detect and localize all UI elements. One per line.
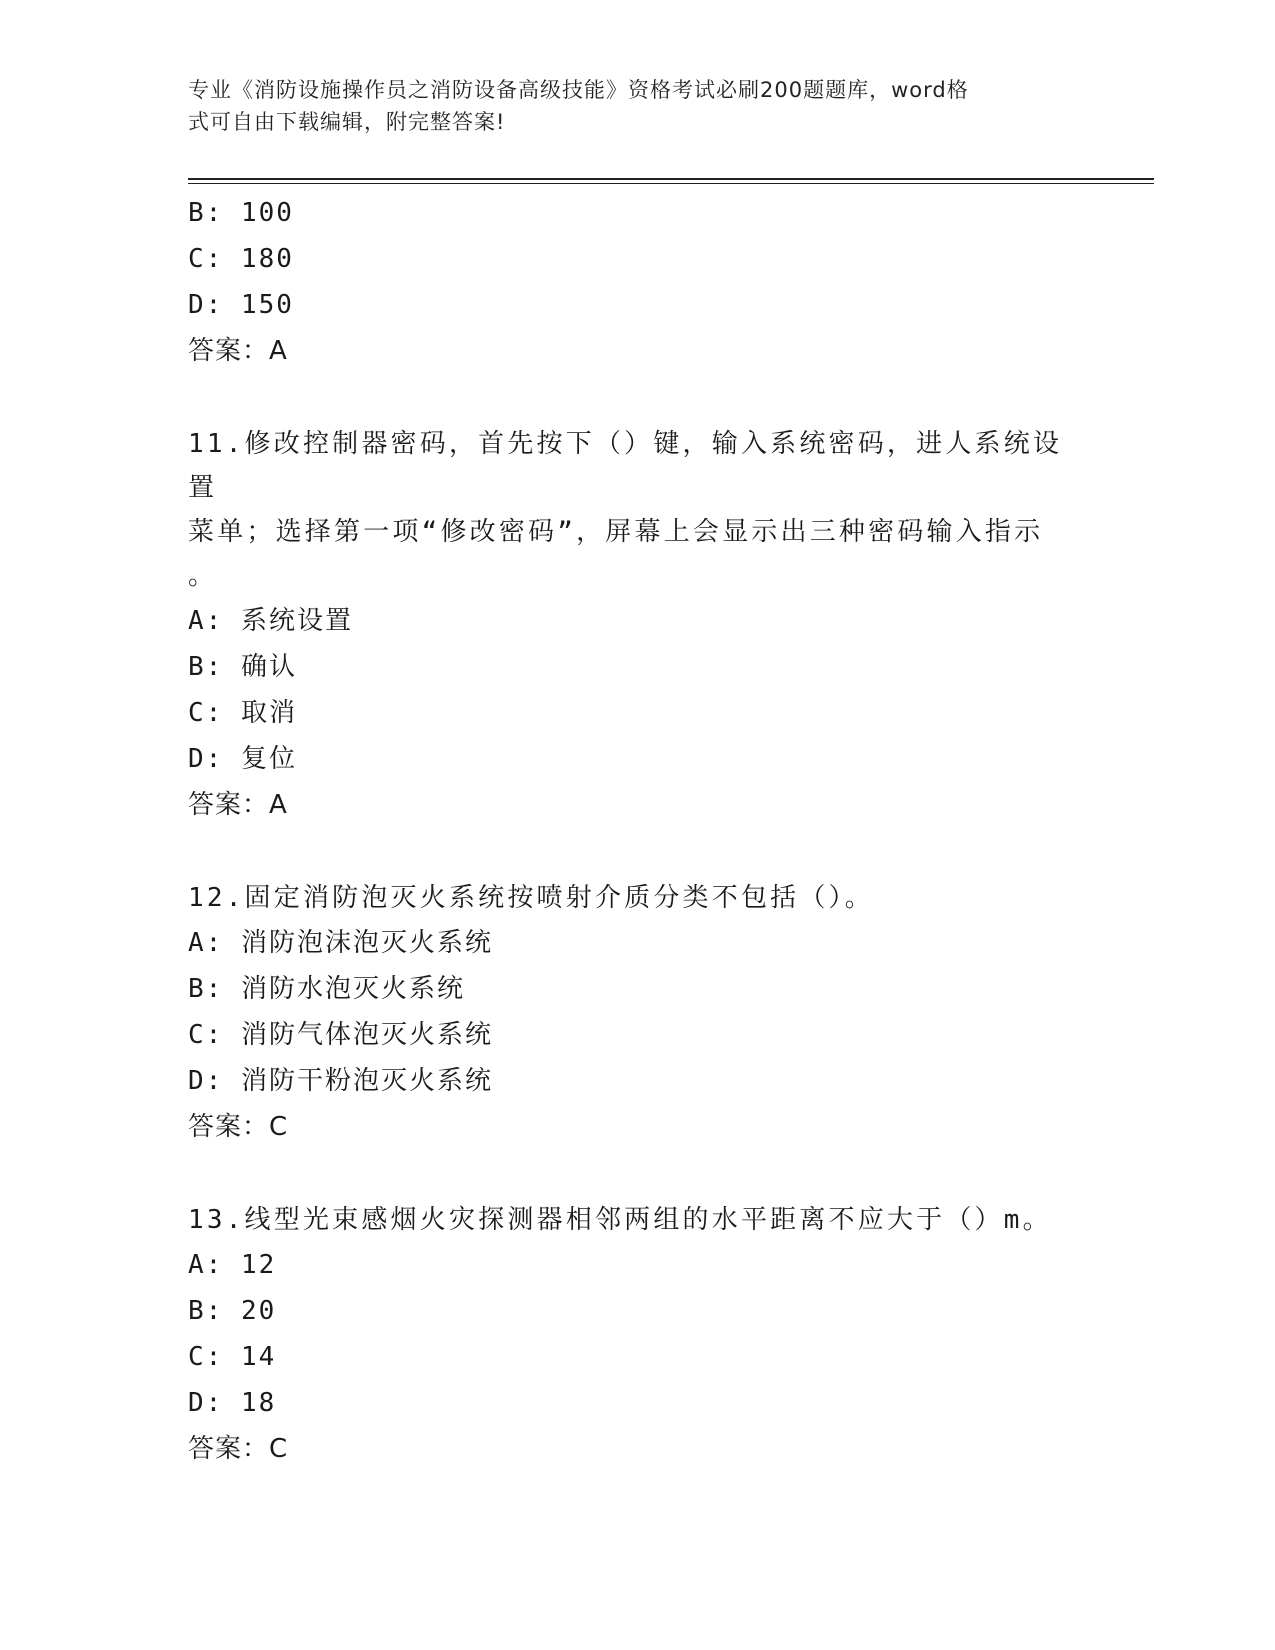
question-list (188, 190, 1068, 1472)
option-a: A: 系统设置 (188, 606, 353, 636)
option-c: C: 消防气体泡灭火系统 (188, 1020, 493, 1050)
question-stem-line-1: 11.修改控制器密码，首先按下（）键，输入系统密码，进人系统设置 (188, 429, 1063, 503)
option-b: B: 100 (188, 198, 294, 228)
option-a: A: 消防泡沫泡灭火系统 (188, 928, 493, 958)
option-b: B: 消防水泡灭火系统 (188, 974, 465, 1004)
header-divider-thin (188, 183, 1154, 184)
option-c: C: 取消 (188, 698, 297, 728)
document-header (188, 74, 1088, 138)
option-a: A: 12 (188, 1250, 277, 1280)
header-divider-thick (188, 178, 1154, 180)
option-c: C: 14 (188, 1342, 277, 1372)
question-stem-line-1: 13.线型光束感烟火灾探测器相邻两组的水平距离不应大于（）m。 (188, 1205, 1052, 1235)
answer-line: 答案：A (188, 336, 288, 366)
option-d: D: 消防干粉泡灭火系统 (188, 1066, 493, 1096)
question-stem-line-1: 12.固定消防泡灭火系统按喷射介质分类不包括（）。 (188, 883, 874, 913)
question-stem-line-3: 。 (188, 561, 215, 591)
answer-line: 答案：A (188, 790, 288, 820)
option-c: C: 180 (188, 244, 294, 274)
question-12 (188, 876, 1068, 1150)
answer-line: 答案：C (188, 1112, 289, 1142)
question-13 (188, 1198, 1068, 1472)
question-11 (188, 422, 1068, 828)
answer-line: 答案：C (188, 1434, 289, 1464)
option-b: B: 20 (188, 1296, 277, 1326)
header-title-line-1: 专业《消防设施操作员之消防设备高级技能》资格考试必刷200题题库，word格 (188, 78, 969, 102)
option-d: D: 复位 (188, 744, 297, 774)
option-d: D: 150 (188, 290, 294, 320)
header-title-line-2: 式可自由下载编辑，附完整答案! (188, 110, 506, 134)
question-10-continued (188, 190, 1068, 374)
option-d: D: 18 (188, 1388, 277, 1418)
option-b: B: 确认 (188, 652, 297, 682)
question-stem-line-2: 菜单；选择第一项“修改密码”，屏幕上会显示出三种密码输入指示 (188, 517, 1044, 547)
